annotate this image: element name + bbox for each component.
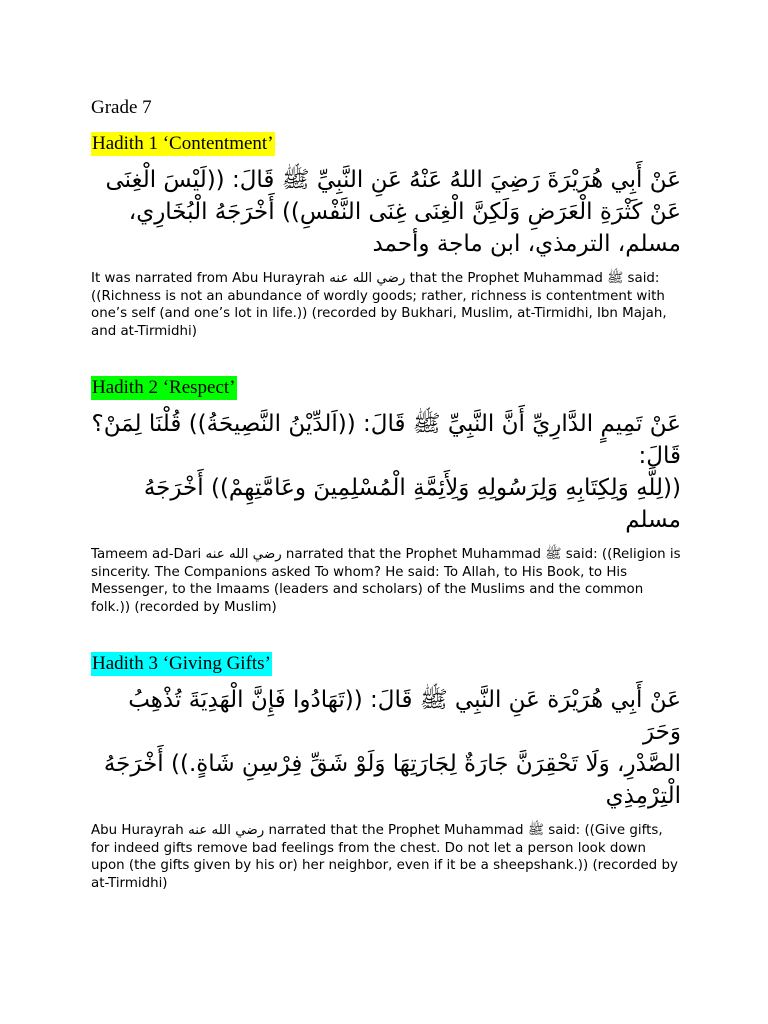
document-page (91, 96, 681, 892)
hadith-1-title: Hadith 1 ‘Contentment’ (92, 133, 274, 154)
hadith-1-arabic-line-1: عَنْ أَبِي هُرَيْرَةَ رَضِيَ اللهُ عَنْهُ عَنِ النَّبِيِّ ﷺ قَالَ: ((لَيْسَ الْغِنَى (105, 167, 681, 193)
hadith-3-arabic-line-1: عَنْ أَبِي هُرَيْرَة عَنِ النَّبِي ﷺ قَالَ: ((تَهَادُوا فَإِنَّ الْهَدِيَةَ تُذْهِبُ وَحَرَ (128, 687, 681, 745)
hadith-2-translation: Tameem ad-Dari رضي الله عنه narrated that the Prophet Muhammad ﷺ said: ((Religion is sincerity. The Companions asked To whom? He said: To Allah, to His Book, to His Messenger, to the Imaams (leaders and scholars) of the Muslims and the common folk.)) (recorded by Muslim) (91, 547, 681, 615)
grade-heading: Grade 7 (91, 97, 152, 118)
hadith-3-arabic-line-2: الصَّدْرِ، وَلَا تَحْقِرَنَّ جَارَةٌ لِجَارَتِهَا وَلَوْ شَقِّ فِرْسِنِ شَاةٍ.)) أَخْرَجَهُ (103, 751, 681, 777)
hadith-3 (91, 652, 681, 892)
hadith-3-arabic-line-3: الْتِرْمِذِي (605, 783, 681, 809)
hadith-2-arabic-line-1: عَنْ تَمِيمٍ الدَّارِيِّ أَنَّ النَّبِيِّ ﷺ قَالَ: ((اَلدِّيْنُ النَّصِيحَةُ)) قُلْنَا لِمَنْ؟ قَالَ: (91, 411, 681, 469)
hadith-2 (91, 376, 681, 616)
hadith-3-title: Hadith 3 ‘Giving Gifts’ (92, 653, 271, 674)
hadith-1-arabic (91, 164, 681, 260)
hadith-1-translation: It was narrated from Abu Hurayrah رضي الله عنه that the Prophet Muhammad ﷺ said: ((Richness is not an abundance of wordly goods; rather, richness is contentment with one’s self (and one’s lot in life.)) (recorded by Bukhari, Muslim, at-Tirmidhi, Ibn Majah, and at-Tirmidhi) (91, 271, 667, 339)
hadith-1-arabic-line-3: مسلم، الترمذي، ابن ماجة وأحمد (372, 231, 681, 257)
spacer (91, 616, 681, 652)
hadith-3-translation: Abu Hurayrah رضي الله عنه narrated that the Prophet Muhammad ﷺ said: ((Give gifts, for indeed gifts remove bad feelings from the chest. Do not let a person look down upon (the gifts given by his or) her neighbor, even if it be a sheepshank.)) (recorded by at-Tirmidhi) (91, 823, 678, 891)
hadith-3-arabic (91, 684, 681, 812)
hadith-2-title: Hadith 2 ‘Respect’ (92, 377, 236, 398)
hadith-1-arabic-line-2: عَنْ كَثْرَةِ الْعَرَضِ وَلَكِنَّ الْغِنَى غِنَى النَّفْسِ)) أَخْرَجَهُ الْبُخَارِي، (128, 199, 681, 225)
hadith-2-arabic-line-2: ((لِلَّهِ وَلِكِتَابِهِ وَلِرَسُولِهِ وَلِأَئِمَّةِ الْمُسْلِمِينَ وعَامَّتِهِمْ)) أَخْرَجَهُ مسلم (143, 475, 681, 533)
hadith-1 (91, 132, 681, 340)
spacer (91, 340, 681, 376)
hadith-2-arabic (91, 408, 681, 536)
